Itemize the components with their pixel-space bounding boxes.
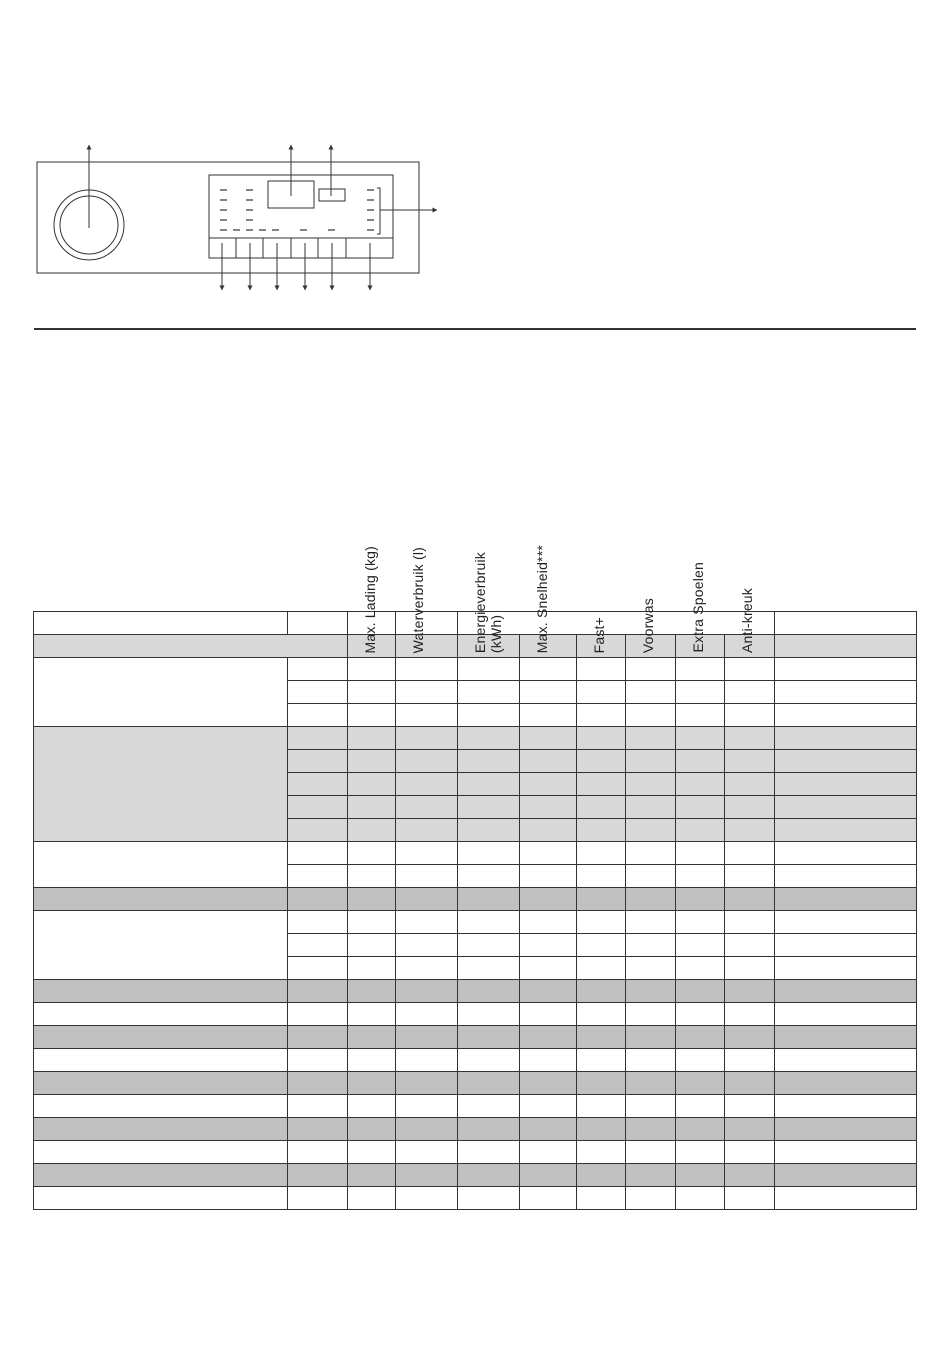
table-cell <box>458 1026 520 1049</box>
header-max-speed-label: Max. Snelheid*** <box>534 544 550 653</box>
table-cell <box>577 1049 626 1072</box>
table-cell <box>520 1026 577 1049</box>
table-cell <box>725 1072 775 1095</box>
table-cell <box>396 727 458 750</box>
table-cell <box>626 842 676 865</box>
table-cell <box>396 704 458 727</box>
table-cell <box>458 1003 520 1026</box>
table-cell <box>725 1141 775 1164</box>
table-cell <box>775 1187 917 1210</box>
table-cell <box>288 681 348 704</box>
led-indicators <box>220 190 374 230</box>
table-cell <box>775 865 917 888</box>
table-cell <box>775 842 917 865</box>
table-cell <box>626 934 676 957</box>
table-cell <box>577 865 626 888</box>
table-cell <box>676 658 725 681</box>
table-cell <box>725 957 775 980</box>
table-cell <box>396 980 458 1003</box>
table-cell <box>676 1118 725 1141</box>
table-cell <box>288 727 348 750</box>
table-cell <box>288 911 348 934</box>
table-cell <box>676 1187 725 1210</box>
table-cell <box>775 773 917 796</box>
table-cell <box>725 796 775 819</box>
table-cell <box>775 1118 917 1141</box>
table-cell <box>348 1141 396 1164</box>
table-cell <box>396 796 458 819</box>
header-prewash-label: Voorwas <box>640 597 656 653</box>
table-cell <box>626 1187 676 1210</box>
table-cell <box>725 1003 775 1026</box>
table-cell <box>458 750 520 773</box>
table-cell <box>348 796 396 819</box>
table-cell <box>348 934 396 957</box>
table-cell <box>626 957 676 980</box>
programme-name-cell <box>34 1003 288 1026</box>
table-cell <box>725 773 775 796</box>
table-cell <box>626 704 676 727</box>
table-cell <box>396 1187 458 1210</box>
programme-name-cell <box>34 658 288 727</box>
panel-outline <box>37 162 419 273</box>
table-cell <box>458 1164 520 1187</box>
table-cell <box>626 1141 676 1164</box>
table-cell <box>458 681 520 704</box>
table-cell <box>288 1072 348 1095</box>
table-cell <box>288 934 348 957</box>
callout-arrows <box>89 147 435 288</box>
header-anti-crease <box>725 587 775 658</box>
table-cell <box>626 980 676 1003</box>
table-cell <box>626 1164 676 1187</box>
table-cell <box>676 1003 725 1026</box>
header-max-speed <box>520 544 577 658</box>
table-cell <box>626 1003 676 1026</box>
programme-name-cell <box>34 911 288 980</box>
table-cell <box>725 1164 775 1187</box>
table-cell <box>288 865 348 888</box>
table-cell <box>520 957 577 980</box>
table-cell <box>520 980 577 1003</box>
table-cell <box>577 681 626 704</box>
table-cell <box>458 842 520 865</box>
table-cell <box>348 957 396 980</box>
table-cell <box>288 796 348 819</box>
table-cell <box>725 1187 775 1210</box>
table-cell <box>348 888 396 911</box>
table-cell <box>458 1095 520 1118</box>
table-cell <box>520 865 577 888</box>
table-row <box>34 1187 917 1210</box>
table-cell <box>676 980 725 1003</box>
table-cell <box>396 1003 458 1026</box>
header-energy-use-label: Energieverbruik (kWh) <box>472 551 504 653</box>
table-cell <box>348 704 396 727</box>
table-cell <box>288 1118 348 1141</box>
header-fast-plus-label: Fast+ <box>591 616 607 653</box>
table-row <box>34 658 917 681</box>
indicator-window <box>319 189 345 201</box>
table-cell <box>676 934 725 957</box>
table-cell <box>775 1164 917 1187</box>
table-cell <box>676 865 725 888</box>
table-row <box>34 1118 917 1141</box>
table-cell <box>626 911 676 934</box>
table-cell <box>775 888 917 911</box>
table-cell <box>577 980 626 1003</box>
table-cell <box>676 888 725 911</box>
table-cell <box>676 819 725 842</box>
table-cell <box>520 1118 577 1141</box>
programme-name-cell <box>34 842 288 888</box>
programme-name-cell <box>34 1118 288 1141</box>
table-cell <box>288 842 348 865</box>
table-cell <box>577 1003 626 1026</box>
table-cell <box>458 980 520 1003</box>
programme-name-cell <box>34 1141 288 1164</box>
table-cell <box>458 796 520 819</box>
table-cell <box>676 681 725 704</box>
table-cell <box>288 1026 348 1049</box>
table-cell <box>725 658 775 681</box>
table-cell <box>348 1164 396 1187</box>
table-row <box>34 911 917 934</box>
table-cell <box>520 727 577 750</box>
table-cell <box>626 658 676 681</box>
table-cell <box>676 842 725 865</box>
table-cell <box>725 934 775 957</box>
table-cell <box>458 1187 520 1210</box>
table-cell <box>775 727 917 750</box>
table-cell <box>396 957 458 980</box>
table-cell <box>348 842 396 865</box>
table-cell <box>725 865 775 888</box>
table-cell <box>676 727 725 750</box>
table-row <box>34 1141 917 1164</box>
table-cell <box>577 911 626 934</box>
table-cell <box>396 750 458 773</box>
header-extra-rinse-label: Extra Spoelen <box>690 562 706 653</box>
header-anti-crease-label: Anti-kreuk <box>739 587 755 653</box>
table-cell <box>288 704 348 727</box>
table-cell <box>288 1187 348 1210</box>
header-fast-plus <box>577 616 626 658</box>
table-cell <box>775 819 917 842</box>
table-cell <box>348 865 396 888</box>
header-water-use-label: Waterverbruik (l) <box>410 546 426 653</box>
table-cell <box>396 658 458 681</box>
table-cell <box>396 1164 458 1187</box>
programme-table <box>33 544 917 1210</box>
table-cell <box>577 1164 626 1187</box>
table-cell <box>348 1003 396 1026</box>
header-last-cell <box>775 635 917 658</box>
table-cell <box>520 1141 577 1164</box>
table-cell <box>626 819 676 842</box>
table-cell <box>520 1164 577 1187</box>
table-cell <box>458 1118 520 1141</box>
header-programme-cell <box>34 635 348 658</box>
table-cell <box>458 911 520 934</box>
table-cell <box>725 1095 775 1118</box>
table-cell <box>520 1095 577 1118</box>
table-cell <box>288 1003 348 1026</box>
table-cell <box>458 819 520 842</box>
table-cell <box>458 957 520 980</box>
table-cell <box>520 911 577 934</box>
table-cell <box>396 681 458 704</box>
table-cell <box>396 842 458 865</box>
table-cell <box>288 1141 348 1164</box>
table-cell <box>348 773 396 796</box>
programme-name-cell <box>34 1026 288 1049</box>
table-cell <box>288 1049 348 1072</box>
table-cell <box>775 796 917 819</box>
table-cell <box>520 888 577 911</box>
header-max-load <box>348 545 396 658</box>
table-cell <box>288 773 348 796</box>
table-cell <box>577 957 626 980</box>
table-cell <box>775 1072 917 1095</box>
table-cell <box>520 704 577 727</box>
table-cell <box>520 796 577 819</box>
table-row <box>34 1164 917 1187</box>
table-cell <box>775 658 917 681</box>
table-cell <box>348 727 396 750</box>
table-cell <box>288 957 348 980</box>
table-cell <box>520 1049 577 1072</box>
table-row <box>34 727 917 750</box>
table-cell <box>676 1072 725 1095</box>
table-cell <box>348 750 396 773</box>
table-cell <box>676 1095 725 1118</box>
table-cell <box>725 842 775 865</box>
table-cell <box>725 980 775 1003</box>
table-row <box>34 980 917 1003</box>
table-cell <box>775 1049 917 1072</box>
control-panel-diagram <box>0 0 950 300</box>
table-cell <box>458 888 520 911</box>
table-cell <box>458 727 520 750</box>
table-cell <box>676 1049 725 1072</box>
table-cell <box>396 934 458 957</box>
table-cell <box>458 934 520 957</box>
table-cell <box>775 957 917 980</box>
table-cell <box>396 911 458 934</box>
table-row <box>34 1095 917 1118</box>
table-cell <box>520 681 577 704</box>
table-cell <box>725 704 775 727</box>
table-cell <box>288 980 348 1003</box>
table-cell <box>676 750 725 773</box>
table-cell <box>725 1026 775 1049</box>
table-cell <box>775 750 917 773</box>
table-cell <box>577 727 626 750</box>
table-cell <box>348 1187 396 1210</box>
table-cell <box>396 773 458 796</box>
table-cell <box>775 704 917 727</box>
programme-name-cell <box>34 727 288 842</box>
table-cell <box>577 1141 626 1164</box>
table-cell <box>577 1118 626 1141</box>
table-cell <box>520 1072 577 1095</box>
table-row <box>34 1003 917 1026</box>
programme-name-cell <box>34 1187 288 1210</box>
table-cell <box>396 1095 458 1118</box>
header-max-load-label: Max. Lading (kg) <box>362 545 378 653</box>
header-prewash <box>626 597 676 658</box>
table-cell <box>626 1026 676 1049</box>
table-cell <box>520 658 577 681</box>
table-cell <box>626 888 676 911</box>
programme-name-cell <box>34 1095 288 1118</box>
table-cell <box>348 658 396 681</box>
table-cell <box>626 773 676 796</box>
table-cell <box>348 911 396 934</box>
table-cell <box>396 865 458 888</box>
table-cell <box>577 934 626 957</box>
table-cell <box>520 750 577 773</box>
table-cell <box>725 1049 775 1072</box>
programme-name-cell <box>34 980 288 1003</box>
table-cell <box>676 957 725 980</box>
table-cell <box>458 865 520 888</box>
table-cell <box>725 727 775 750</box>
header-water-use <box>396 546 458 658</box>
table-cell <box>458 658 520 681</box>
table-cell <box>577 658 626 681</box>
table-row <box>34 1049 917 1072</box>
table-cell <box>288 1164 348 1187</box>
table-cell <box>676 796 725 819</box>
table-cell <box>725 1118 775 1141</box>
table-cell <box>458 1141 520 1164</box>
programme-name-cell <box>34 1164 288 1187</box>
table-row <box>34 888 917 911</box>
table-cell <box>626 1049 676 1072</box>
table-cell <box>775 980 917 1003</box>
table-cell <box>396 888 458 911</box>
table-cell <box>775 681 917 704</box>
table-cell <box>396 1049 458 1072</box>
table-cell <box>725 888 775 911</box>
table-cell <box>458 1072 520 1095</box>
table-cell <box>348 1026 396 1049</box>
table-cell <box>626 1072 676 1095</box>
table-cell <box>348 819 396 842</box>
table-cell <box>458 773 520 796</box>
section-divider <box>34 328 916 330</box>
header-energy-use <box>458 551 520 658</box>
table-cell <box>577 1187 626 1210</box>
table-cell <box>348 1095 396 1118</box>
table-cell <box>458 704 520 727</box>
table-cell <box>725 911 775 934</box>
table-cell <box>288 888 348 911</box>
table-cell <box>396 819 458 842</box>
table-cell <box>348 1049 396 1072</box>
programme-name-cell <box>34 888 288 911</box>
table-cell <box>626 1095 676 1118</box>
table-header-row <box>34 635 917 658</box>
table-cell <box>577 796 626 819</box>
table-cell <box>520 819 577 842</box>
table-cell <box>348 1072 396 1095</box>
table-cell <box>577 888 626 911</box>
table-cell <box>626 681 676 704</box>
table-cell <box>577 1072 626 1095</box>
table-cell <box>288 750 348 773</box>
table-cell <box>676 1164 725 1187</box>
table-cell <box>725 681 775 704</box>
table-cell <box>288 1095 348 1118</box>
table-cell <box>396 1072 458 1095</box>
table-cell <box>626 865 676 888</box>
table-body <box>34 658 917 1210</box>
table-cell <box>626 750 676 773</box>
programme-name-cell <box>34 1049 288 1072</box>
display-area <box>209 175 393 258</box>
table-cell <box>725 750 775 773</box>
button-strip <box>209 238 393 258</box>
table-row <box>34 1026 917 1049</box>
table-cell <box>348 681 396 704</box>
table-cell <box>626 1118 676 1141</box>
table-cell <box>676 1026 725 1049</box>
table-cell <box>775 1003 917 1026</box>
table-cell <box>520 1187 577 1210</box>
table-cell <box>577 1095 626 1118</box>
table-cell <box>775 1141 917 1164</box>
table-cell <box>775 911 917 934</box>
table-cell <box>577 1026 626 1049</box>
table-cell <box>458 1049 520 1072</box>
table-cell <box>577 842 626 865</box>
table-cell <box>577 819 626 842</box>
table-cell <box>775 1095 917 1118</box>
table-cell <box>577 704 626 727</box>
table-cell <box>676 773 725 796</box>
table-cell <box>577 750 626 773</box>
table-cell <box>626 796 676 819</box>
table-cell <box>288 819 348 842</box>
table-cell <box>520 842 577 865</box>
table-cell <box>676 1141 725 1164</box>
table-cell <box>775 1026 917 1049</box>
table-cell <box>520 773 577 796</box>
table-cell <box>288 658 348 681</box>
table-cell <box>626 727 676 750</box>
table-cell <box>577 773 626 796</box>
header-extra-rinse <box>676 562 725 658</box>
table-cell <box>725 819 775 842</box>
table-cell <box>775 934 917 957</box>
table-cell <box>348 980 396 1003</box>
table-cell <box>348 1118 396 1141</box>
table-cell <box>396 1141 458 1164</box>
programme-name-cell <box>34 1072 288 1095</box>
table-cell <box>676 704 725 727</box>
table-cell <box>520 1003 577 1026</box>
table-row <box>34 842 917 865</box>
table-cell <box>520 934 577 957</box>
table-cell <box>676 911 725 934</box>
table-cell <box>396 1026 458 1049</box>
table-row <box>34 1072 917 1095</box>
table-cell <box>396 1118 458 1141</box>
